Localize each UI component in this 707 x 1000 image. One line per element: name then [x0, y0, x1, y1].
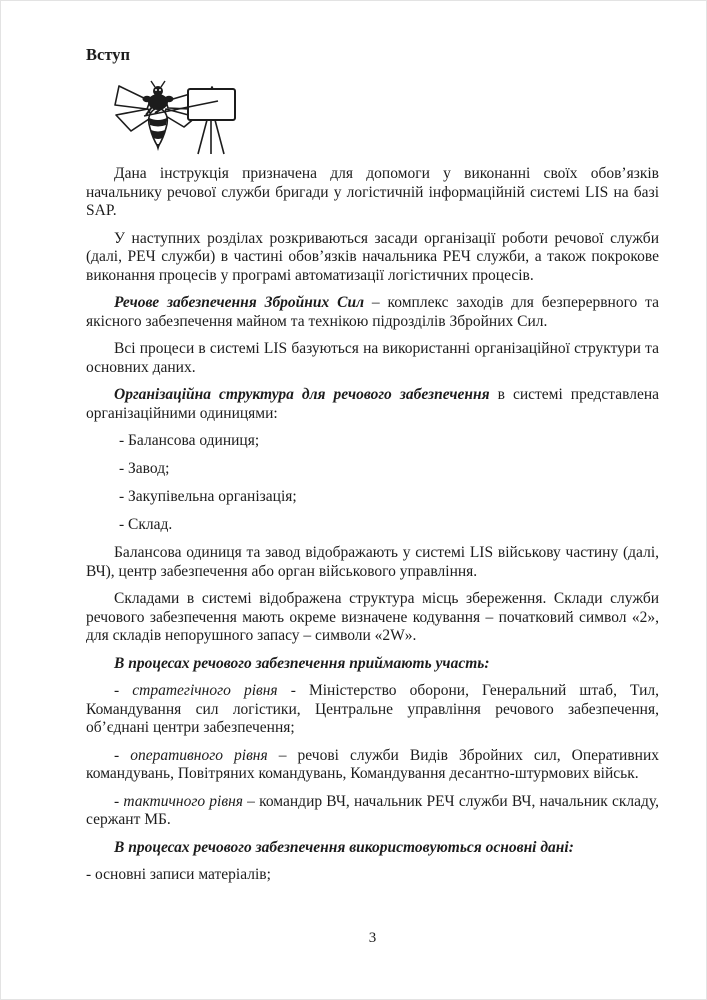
- dash: -: [114, 682, 133, 699]
- paragraph-balance-unit-plant: Балансова одиниця та завод відображають у системі LIS військову частину (далі, ВЧ), центр забезпечення або орган військового управління.: [86, 544, 659, 580]
- strategic-level-text: - Міністерство оборони, Генеральний штаб, Тил, Командування сил логістики, Центральне управління речового забезпечення, об’єднані центри забезпечення;: [86, 682, 660, 736]
- paragraph-org-structure: [86, 386, 659, 423]
- dash: -: [114, 746, 131, 764]
- term-rechove-zabezpechennia: Речове забезпечення Збройних Сил: [114, 294, 365, 311]
- section-head-participants: В процесах речового забезпечення приймають участь:: [114, 654, 490, 672]
- term-strategic-level: стратегічного рівня: [132, 682, 278, 699]
- paragraph-lis-basis: Всі процеси в системі LIS базуються на використанні організаційної структури та основних даних.: [86, 340, 659, 376]
- bee-easel-illustration: [114, 80, 240, 160]
- org-structure-text: в системі представлена організаційними одиницями:: [86, 386, 660, 422]
- paragraph-intro-1: Дана інструкція призначена для допомоги у виконанні своїх обов’язків начальнику речової служби бригади у логістичній інформаційній системі LIS на базі SAP.: [86, 165, 659, 219]
- page-number: 3: [368, 929, 377, 946]
- paragraph-warehouses-coding: Складами в системі відображена структура місць збереження. Склади служби речового забезпечення мають окреме визначене кодування – початковий символ «2», для складів непорушного запасу – символи «2W».: [86, 590, 659, 644]
- list-item-balance-unit: - Балансова одиниця;: [119, 432, 260, 449]
- list-item-purchasing-org: - Закупівельна організація;: [119, 488, 297, 505]
- operational-level-text: – речові служби Видів Збройних сил, Оперативних командувань, Повітряних командувань, Командування десантно-штурмових військ.: [86, 746, 659, 782]
- tactical-level-text: – командир ВЧ, начальник РЕЧ служби ВЧ, начальник складу, сержант МБ.: [86, 792, 660, 828]
- section-head-master-data: В процесах речового забезпечення використовуються основні дані:: [114, 838, 574, 856]
- list-item-operational-level: [86, 747, 659, 784]
- dash: -: [114, 792, 124, 810]
- list-item-strategic-level: [86, 682, 659, 738]
- list-item-tactical-level: [86, 793, 659, 830]
- bee-presenter-icon: [114, 80, 240, 160]
- definition-text: – комплекс заходів для безперервного та якісного забезпечення майном та технікою підрозділів Збройних Сил.: [86, 294, 659, 330]
- term-operational-level: оперативного рівня: [130, 746, 268, 764]
- paragraph-definition: [86, 294, 659, 331]
- list-item-plant: - Завод;: [119, 460, 170, 477]
- page-title: Вступ: [86, 45, 130, 64]
- list-item-warehouse: - Склад.: [119, 516, 173, 533]
- term-org-structure: Організаційна структура для речового забезпечення: [114, 386, 490, 403]
- paragraph-intro-2: У наступних розділах розкриваються засади організації роботи речової служби (далі, РЕЧ служби) в частині обов’язків начальника РЕЧ служби, а також покрокове виконання процесів у програмі автоматизації логістичних процесів.: [86, 229, 659, 284]
- term-tactical-level: тактичного рівня: [123, 792, 243, 810]
- list-item-material-master-records: - основні записи матеріалів;: [86, 866, 271, 883]
